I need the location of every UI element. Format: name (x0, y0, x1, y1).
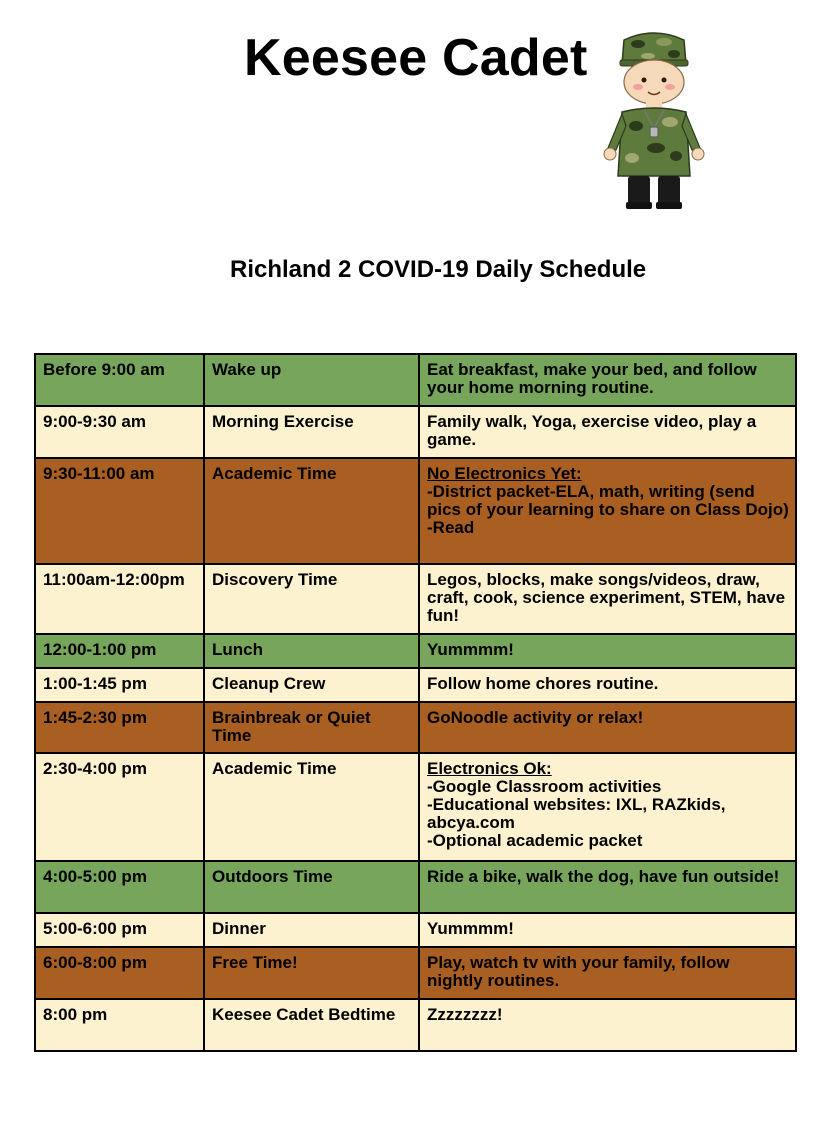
time-cell: 6:00-8:00 pm (35, 947, 204, 999)
time-cell: 1:00-1:45 pm (35, 668, 204, 702)
activity-cell: Academic Time (204, 458, 419, 564)
details-line: -Educational websites: IXL, RAZkids, abcya.com (427, 795, 726, 832)
schedule-row (35, 753, 796, 861)
activity-cell: Keesee Cadet Bedtime (204, 999, 419, 1051)
activity-cell: Morning Exercise (204, 406, 419, 458)
time-cell: 11:00am-12:00pm (35, 564, 204, 634)
details-cell: Eat breakfast, make your bed, and follow your home morning routine. (419, 354, 796, 406)
soldier-cadet-illustration (598, 30, 710, 212)
schedule-row (35, 999, 796, 1051)
schedule-row (35, 458, 796, 564)
activity-cell: Wake up (204, 354, 419, 406)
activity-cell: Brainbreak or Quiet Time (204, 702, 419, 753)
activity-cell: Academic Time (204, 753, 419, 861)
details-cell: Zzzzzzzz! (419, 999, 796, 1051)
details-line: -Google Classroom activities (427, 777, 662, 796)
time-cell: 2:30-4:00 pm (35, 753, 204, 861)
time-cell: 9:30-11:00 am (35, 458, 204, 564)
details-cell: GoNoodle activity or relax! (419, 702, 796, 753)
activity-cell: Discovery Time (204, 564, 419, 634)
details-cell: Follow home chores routine. (419, 668, 796, 702)
activity-cell: Cleanup Crew (204, 668, 419, 702)
details-line: -Read (427, 518, 475, 537)
activity-cell: Outdoors Time (204, 861, 419, 913)
schedule-row (35, 668, 796, 702)
page-subtitle: Richland 2 COVID-19 Daily Schedule (230, 256, 647, 283)
schedule-table (34, 353, 797, 1052)
time-cell: 8:00 pm (35, 999, 204, 1051)
activity-cell: Dinner (204, 913, 419, 947)
schedule-row (35, 406, 796, 458)
schedule-row (35, 354, 796, 406)
details-line: -Optional academic packet (427, 831, 643, 850)
details-cell (419, 458, 796, 564)
schedule-row (35, 702, 796, 753)
details-cell: Yummmm! (419, 913, 796, 947)
schedule-row (35, 564, 796, 634)
details-header: Electronics Ok: (427, 759, 552, 778)
details-cell: Family walk, Yoga, exercise video, play a game. (419, 406, 796, 458)
schedule-row (35, 634, 796, 668)
activity-cell: Lunch (204, 634, 419, 668)
details-cell: Yummmm! (419, 634, 796, 668)
details-cell (419, 753, 796, 861)
time-cell: 12:00-1:00 pm (35, 634, 204, 668)
schedule-row (35, 913, 796, 947)
time-cell: 4:00-5:00 pm (35, 861, 204, 913)
details-header: No Electronics Yet: (427, 464, 582, 483)
page-title: Keesee Cadet (244, 29, 588, 87)
details-cell: Play, watch tv with your family, follow nightly routines. (419, 947, 796, 999)
time-cell: 5:00-6:00 pm (35, 913, 204, 947)
details-line: -District packet-ELA, math, writing (send pics of your learning to share on Class Dojo) (427, 482, 789, 519)
time-cell: Before 9:00 am (35, 354, 204, 406)
schedule-row (35, 947, 796, 999)
time-cell: 1:45-2:30 pm (35, 702, 204, 753)
time-cell: 9:00-9:30 am (35, 406, 204, 458)
details-cell: Ride a bike, walk the dog, have fun outside! (419, 861, 796, 913)
activity-cell: Free Time! (204, 947, 419, 999)
details-cell: Legos, blocks, make songs/videos, draw, craft, cook, science experiment, STEM, have fun! (419, 564, 796, 634)
schedule-row (35, 861, 796, 913)
